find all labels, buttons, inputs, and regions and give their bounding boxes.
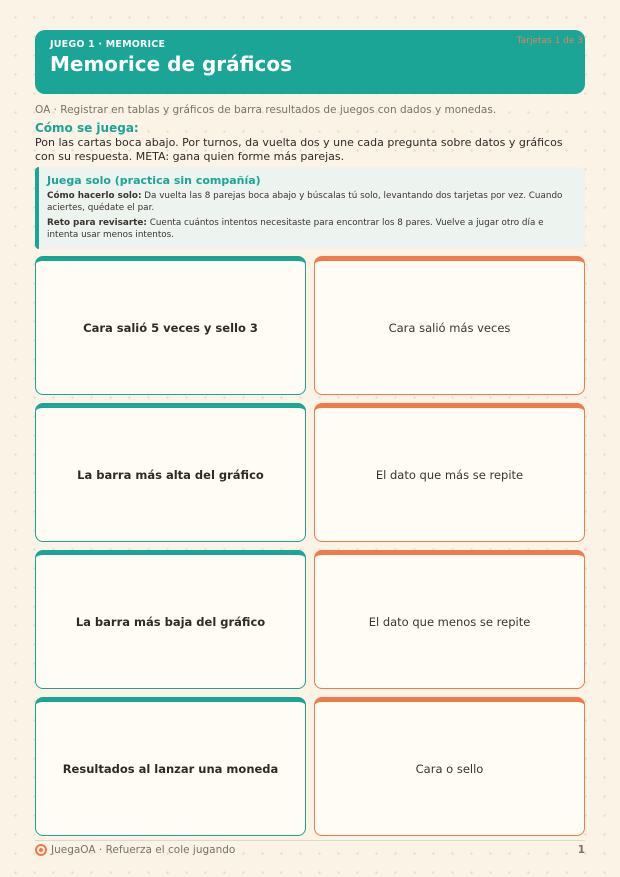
solo-how-paragraph	[47, 190, 575, 214]
footer	[35, 844, 235, 856]
question-text: La barra más alta del gráfico	[77, 467, 264, 482]
question-text: La barra más baja del gráfico	[75, 614, 266, 629]
question-card-3	[35, 550, 306, 689]
footer-brand: JuegaOA · Refuerza el cole jugando	[51, 844, 236, 856]
answer-card-3	[314, 550, 585, 689]
solo-check-text: Cuenta cuántos intentos necesitaste para encontrar los 8 pares. Vuelve a jugar otro día e intenta usar menos intentos.	[47, 218, 544, 240]
answer-text: Cara salió más veces	[388, 320, 511, 335]
cards-tag: Tarjetas 1 de 3	[516, 36, 583, 46]
answer-card-1	[314, 256, 585, 395]
solo-check-label: Reto para revisarte:	[47, 218, 147, 228]
how-to-play-text: Pon las cartas boca abajo. Por turnos, da vuelta dos y une cada pregunta sobre datos y gráficos con su respuesta. META: gana quien forme más parejas.	[35, 136, 563, 163]
answer-text: El dato que más se repite	[375, 467, 524, 482]
solo-how-text: Da vuelta las 8 parejas boca abajo y búscalas tú solo, levantando dos tarjetas por vez. Cuando aciertes, quédate el par.	[47, 191, 563, 213]
solo-how-label: Cómo hacerlo solo:	[47, 191, 142, 201]
question-card-2	[35, 403, 306, 542]
solo-play-box	[35, 167, 585, 249]
question-card-4	[35, 697, 306, 836]
learning-objective: OA · Registrar en tablas y gráficos de barra resultados de juegos con dados y monedas.	[35, 104, 497, 116]
game-kicker: JUEGO 1 · MEMORICE	[50, 39, 166, 50]
answer-card-4	[314, 697, 585, 836]
header-banner	[35, 30, 585, 94]
footer-divider	[35, 840, 585, 841]
question-text: Resultados al lanzar una moneda	[62, 761, 279, 776]
page-number: 1	[577, 844, 585, 856]
page-title: Memorice de gráficos	[50, 52, 292, 76]
question-card-1	[35, 256, 306, 395]
question-text: Cara salió 5 veces y sello 3	[83, 320, 258, 335]
answer-card-2	[314, 403, 585, 542]
how-to-play-title: Cómo se juega:	[35, 121, 139, 135]
solo-title: Juega solo (practica sin compañía)	[47, 174, 261, 187]
answer-text: Cara o sello	[415, 761, 484, 776]
solo-check-paragraph	[47, 217, 575, 241]
brand-logo-icon	[35, 844, 47, 856]
answer-text: El dato que menos se repite	[368, 614, 531, 629]
